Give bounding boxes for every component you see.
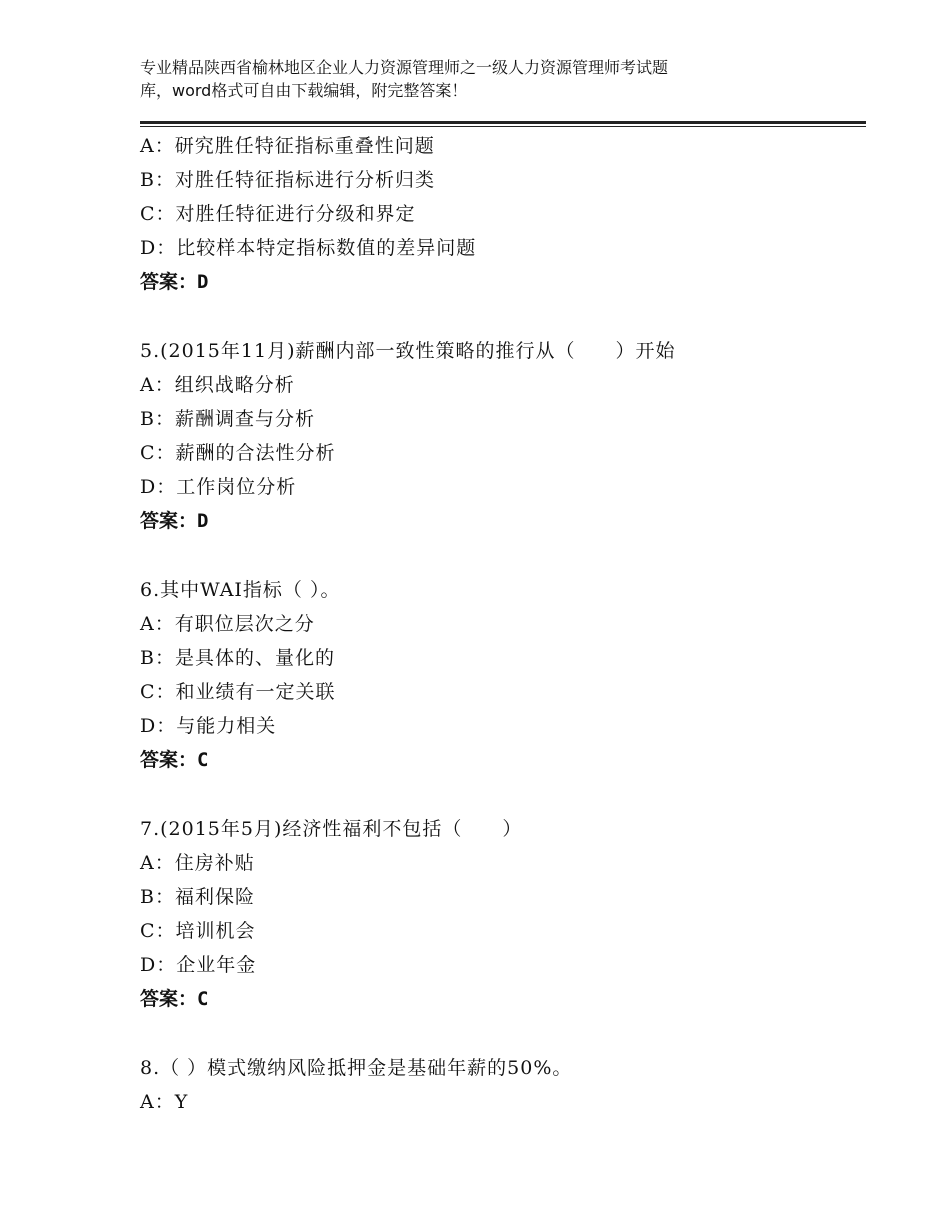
option-d: D：企业年金 bbox=[140, 954, 257, 976]
option-a: A：有职位层次之分 bbox=[140, 613, 315, 635]
option-d: D：与能力相关 bbox=[140, 715, 277, 737]
question-text: 5.(2015年11月)薪酬内部一致性策略的推行从（ ）开始 bbox=[140, 340, 676, 362]
answer-line bbox=[140, 982, 866, 1016]
option-c: C：和业绩有一定关联 bbox=[140, 681, 336, 703]
option-d: D：工作岗位分析 bbox=[140, 476, 297, 498]
answer-line bbox=[140, 504, 866, 538]
option-b: B：对胜任特征指标进行分析归类 bbox=[140, 169, 435, 191]
answer-label: 答案： bbox=[140, 271, 198, 293]
question-text: 8.（ ）模式缴纳风险抵押金是基础年薪的50%。 bbox=[140, 1057, 573, 1079]
option-b: B：是具体的、量化的 bbox=[140, 647, 335, 669]
header-rule-thin bbox=[140, 126, 866, 127]
option-c: C：薪酬的合法性分析 bbox=[140, 442, 336, 464]
header-line-2: 库，word格式可自由下载编辑，附完整答案！ bbox=[140, 81, 468, 100]
header-rule-thick bbox=[140, 121, 866, 124]
question-8 bbox=[140, 1051, 866, 1119]
option-d: D：比较样本特定指标数值的差异问题 bbox=[140, 237, 477, 259]
answer-line bbox=[140, 743, 866, 777]
option-b: B：福利保险 bbox=[140, 886, 255, 908]
option-a: A：研究胜任特征指标重叠性问题 bbox=[140, 135, 435, 157]
option-a: A：Y bbox=[140, 1091, 189, 1113]
option-a: A：组织战略分析 bbox=[140, 374, 295, 396]
answer-value: C bbox=[197, 988, 209, 1010]
question-text: 6.其中WAI指标（ ）。 bbox=[140, 579, 341, 601]
header-line-1: 专业精品陕西省榆林地区企业人力资源管理师之一级人力资源管理师考试题 bbox=[140, 58, 669, 77]
option-a: A：住房补贴 bbox=[140, 852, 255, 874]
question-6 bbox=[140, 573, 866, 777]
answer-value: D bbox=[197, 271, 209, 293]
answer-label: 答案： bbox=[140, 510, 198, 532]
question-text: 7.(2015年5月)经济性福利不包括（ ） bbox=[140, 818, 523, 840]
question-list bbox=[140, 129, 866, 1119]
answer-value: C bbox=[197, 749, 209, 771]
document-header bbox=[140, 56, 780, 102]
option-c: C：培训机会 bbox=[140, 920, 256, 942]
question-7 bbox=[140, 812, 866, 1016]
option-b: B：薪酬调查与分析 bbox=[140, 408, 315, 430]
answer-line bbox=[140, 265, 866, 299]
answer-label: 答案： bbox=[140, 749, 198, 771]
answer-value: D bbox=[197, 510, 209, 532]
question-4 bbox=[140, 129, 866, 299]
question-5 bbox=[140, 334, 866, 538]
answer-label: 答案： bbox=[140, 988, 198, 1010]
option-c: C：对胜任特征进行分级和界定 bbox=[140, 203, 416, 225]
